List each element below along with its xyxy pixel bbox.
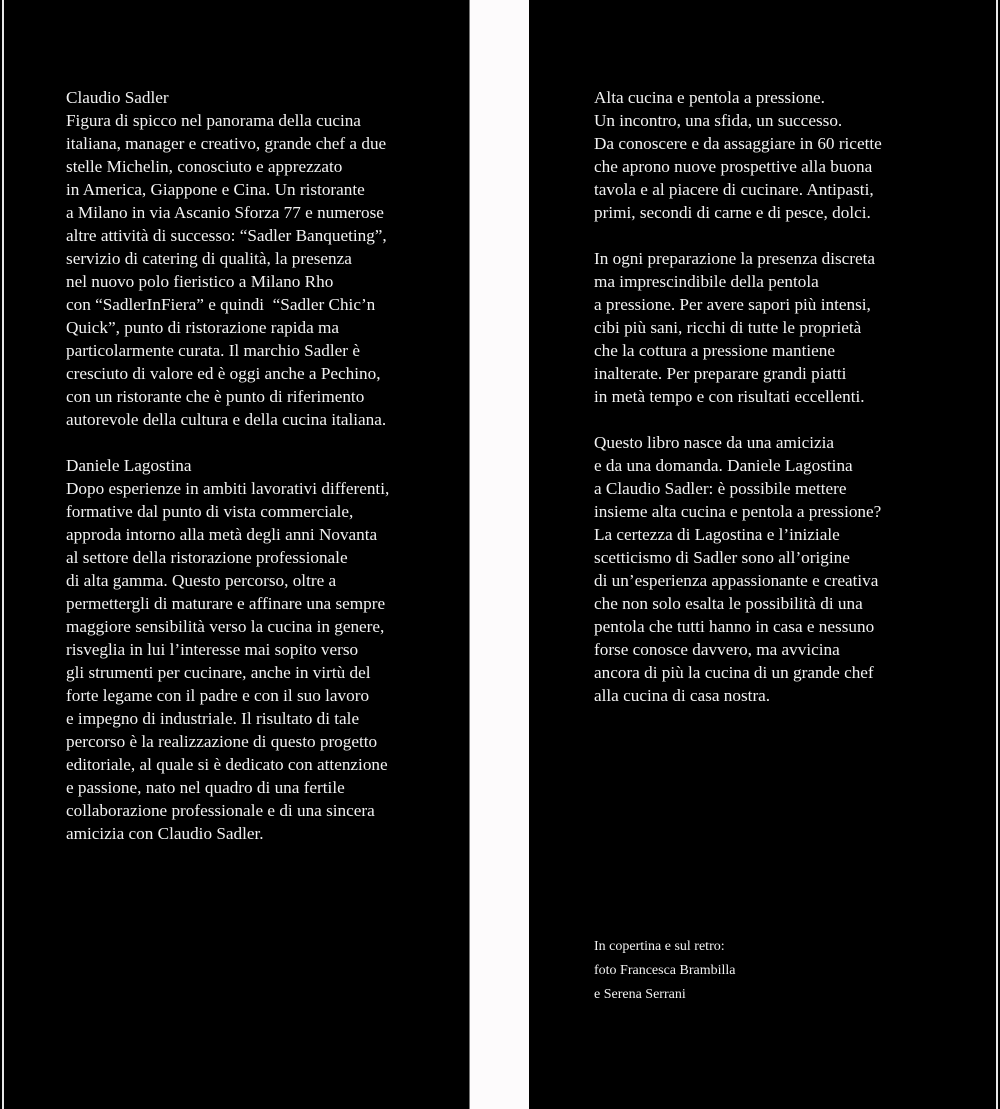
bio-line: in America, Giappone e Cina. Un ristorante [66, 180, 365, 199]
right-flap-column [594, 86, 974, 730]
bio-line: amicizia con Claudio Sadler. [66, 824, 264, 843]
blurb-line: Questo libro nasce da una amicizia [594, 433, 835, 452]
bio-line: altre attività di successo: “Sadler Banqueting”, [66, 226, 387, 245]
blurb-paragraph-intro [594, 86, 974, 224]
blurb-line: a Claudio Sadler: è possibile mettere [594, 479, 847, 498]
bio-line: autorevole della cultura e della cucina italiana. [66, 410, 387, 429]
blurb-line: La certezza di Lagostina e l’iniziale [594, 525, 840, 544]
bio-heading: Claudio Sadler [66, 88, 169, 107]
blurb-line: in metà tempo e con risultati eccellenti. [594, 387, 865, 406]
blurb-line: scetticismo di Sadler sono all’origine [594, 548, 850, 567]
bio-line: Quick”, punto di ristorazione rapida ma [66, 318, 340, 337]
blurb-line: che aprono nuove prospettive alla buona [594, 157, 873, 176]
photo-credits [594, 935, 736, 1007]
bio-line: nel nuovo polo fieristico a Milano Rho [66, 272, 334, 291]
blurb-line: In ogni preparazione la presenza discreta [594, 249, 876, 268]
blurb-line: Da conoscere e da assaggiare in 60 ricette [594, 134, 882, 153]
bio-line: con “SadlerInFiera” e quindi “Sadler Chic’n [66, 295, 376, 314]
bio-line: permettergli di maturare e affinare una sempre [66, 594, 386, 613]
bio-line: particolarmente curata. Il marchio Sadler è [66, 341, 360, 360]
bio-daniele-lagostina [66, 454, 466, 845]
blurb-line: pentola che tutti hanno in casa e nessuno [594, 617, 875, 636]
bio-line: e impegno di industriale. Il risultato di tale [66, 709, 360, 728]
bio-line: Figura di spicco nel panorama della cucina [66, 111, 361, 130]
blurb-paragraph-pressure [594, 247, 974, 408]
bio-line: approda intorno alla metà degli anni Novanta [66, 525, 378, 544]
blurb-line: Un incontro, una sfida, un successo. [594, 111, 843, 130]
blurb-line: a pressione. Per avere sapori più intensi, [594, 295, 871, 314]
bio-line: collaborazione professionale e di una sincera [66, 801, 375, 820]
blurb-line: inalterate. Per preparare grandi piatti [594, 364, 847, 383]
bio-heading: Daniele Lagostina [66, 456, 192, 475]
right-page-edge [996, 0, 998, 1109]
blurb-line: cibi più sani, ricchi di tutte le proprietà [594, 318, 862, 337]
bio-line: al settore della ristorazione professionale [66, 548, 348, 567]
bio-line: di alta gamma. Questo percorso, oltre a [66, 571, 337, 590]
blurb-line: alla cucina di casa nostra. [594, 686, 771, 705]
blurb-line: ancora di più la cucina di un grande chef [594, 663, 874, 682]
credit-line: In copertina e sul retro: [594, 939, 725, 954]
blurb-line: forse conosce davvero, ma avvicina [594, 640, 840, 659]
bio-line: editoriale, al quale si è dedicato con attenzione [66, 755, 388, 774]
blurb-line: ma imprescindibile della pentola [594, 272, 819, 291]
blurb-line: tavola e al piacere di cucinare. Antipasti, [594, 180, 874, 199]
blurb-line: insieme alta cucina e pentola a pressione? [594, 502, 882, 521]
spine-gutter [469, 0, 529, 1109]
credit-line: foto Francesca Brambilla [594, 963, 736, 978]
credit-line: e Serena Serrani [594, 987, 686, 1002]
bio-claudio-sadler [66, 86, 466, 431]
bio-line: italiana, manager e creativo, grande chef a due [66, 134, 387, 153]
bio-line: forte legame con il padre e con il suo lavoro [66, 686, 370, 705]
bio-line: servizio di catering di qualità, la presenza [66, 249, 352, 268]
bio-line: cresciuto di valore ed è oggi anche a Pechino, [66, 364, 381, 383]
bio-line: formative dal punto di vista commerciale, [66, 502, 354, 521]
bio-line: Dopo esperienze in ambiti lavorativi differenti, [66, 479, 390, 498]
bio-line: percorso è la realizzazione di questo progetto [66, 732, 378, 751]
blurb-line: che non solo esalta le possibilità di una [594, 594, 863, 613]
bio-line: stelle Michelin, conosciuto e apprezzato [66, 157, 343, 176]
bio-line: a Milano in via Ascanio Sforza 77 e numerose [66, 203, 384, 222]
left-page-edge [2, 0, 4, 1109]
blurb-paragraph-origin [594, 431, 974, 707]
left-flap-column [66, 86, 466, 868]
blurb-line: primi, secondi di carne e di pesce, dolci. [594, 203, 871, 222]
blurb-line: e da una domanda. Daniele Lagostina [594, 456, 853, 475]
bio-line: risveglia in lui l’interesse mai sopito verso [66, 640, 359, 659]
blurb-line: Alta cucina e pentola a pressione. [594, 88, 825, 107]
blurb-line: di un’esperienza appassionante e creativa [594, 571, 879, 590]
bio-line: con un ristorante che è punto di riferimento [66, 387, 365, 406]
bio-line: maggiore sensibilità verso la cucina in genere, [66, 617, 385, 636]
bio-line: gli strumenti per cucinare, anche in virtù del [66, 663, 371, 682]
blurb-line: che la cottura a pressione mantiene [594, 341, 835, 360]
bio-line: e passione, nato nel quadro di una fertile [66, 778, 345, 797]
